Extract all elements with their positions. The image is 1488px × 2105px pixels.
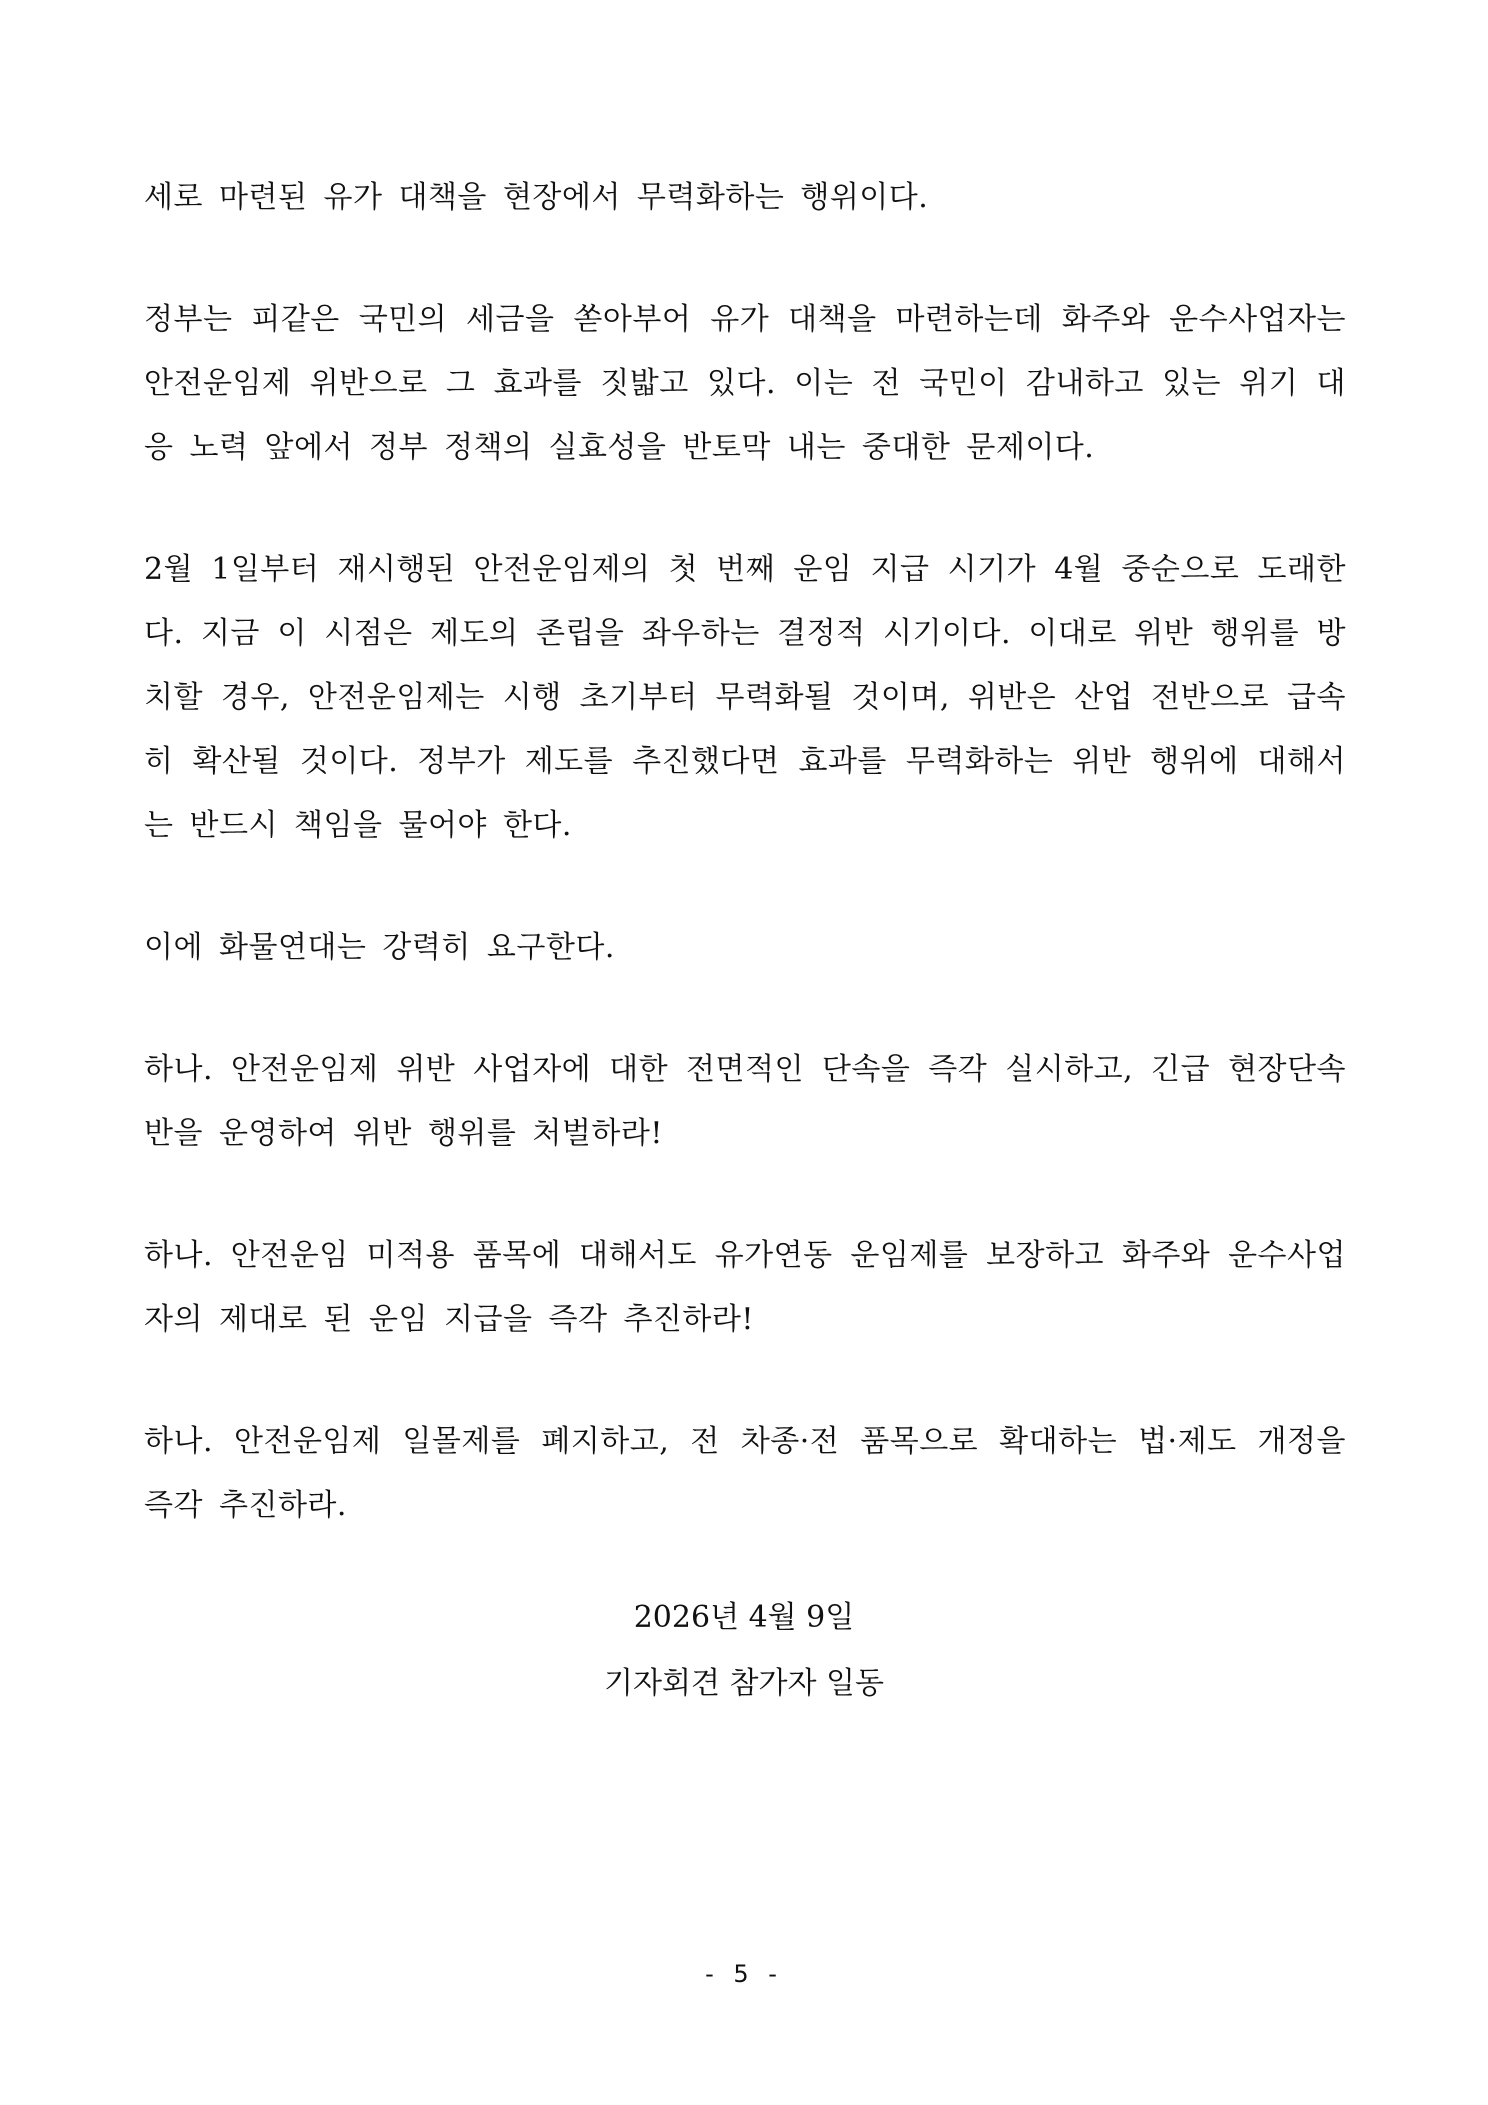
- paragraph: 세로 마련된 유가 대책을 현장에서 무력화하는 행위이다.: [144, 180, 929, 215]
- demand-item: 하나. 안전운임제 일몰제를 폐지하고, 전 차종·전 품목으로 확대하는 법·제도 개정을 즉각 추진하라.: [144, 1424, 1346, 1523]
- document-body: [144, 166, 1346, 1596]
- demand-item: 하나. 안전운임제 위반 사업자에 대한 전면적인 단속을 즉각 실시하고, 긴급 현장단속반을 운영하여 위반 행위를 처벌하라!: [144, 1052, 1346, 1151]
- paragraph: 정부는 피같은 국민의 세금을 쏟아부어 유가 대책을 마련하는데 화주와 운수사업자는 안전운임제 위반으로 그 효과를 짓밟고 있다. 이는 전 국민이 감내하고 있는 위기 대응 노력 앞에서 정부 정책의 실효성을 반토막 내는 중대한 문제이다.: [144, 302, 1346, 465]
- signature-line: 기자회견 참가자 일동: [604, 1666, 884, 1701]
- document-date: 2026년 4월 9일: [633, 1600, 855, 1635]
- paragraph: 이에 화물연대는 강력히 요구한다.: [144, 930, 615, 965]
- page-number: - 5 -: [705, 1960, 783, 1988]
- closing-block: [0, 1585, 1488, 1717]
- demand-item: 하나. 안전운임 미적용 품목에 대해서도 유가연동 운임제를 보장하고 화주와 운수사업자의 제대로 된 운임 지급을 즉각 추진하라!: [144, 1238, 1346, 1337]
- paragraph: 2월 1일부터 재시행된 안전운임제의 첫 번째 운임 지급 시기가 4월 중순으로 도래한다. 지금 이 시점은 제도의 존립을 좌우하는 결정적 시기이다. 이대로 위반 행위를 방치할 경우, 안전운임제는 시행 초기부터 무력화될 것이며, 위반은 산업 전반으로 급속히 확산될 것이다. 정부가 제도를 추진했다면 효과를 무력화하는 위반 행위에 대해서는 반드시 책임을 물어야 한다.: [144, 552, 1346, 843]
